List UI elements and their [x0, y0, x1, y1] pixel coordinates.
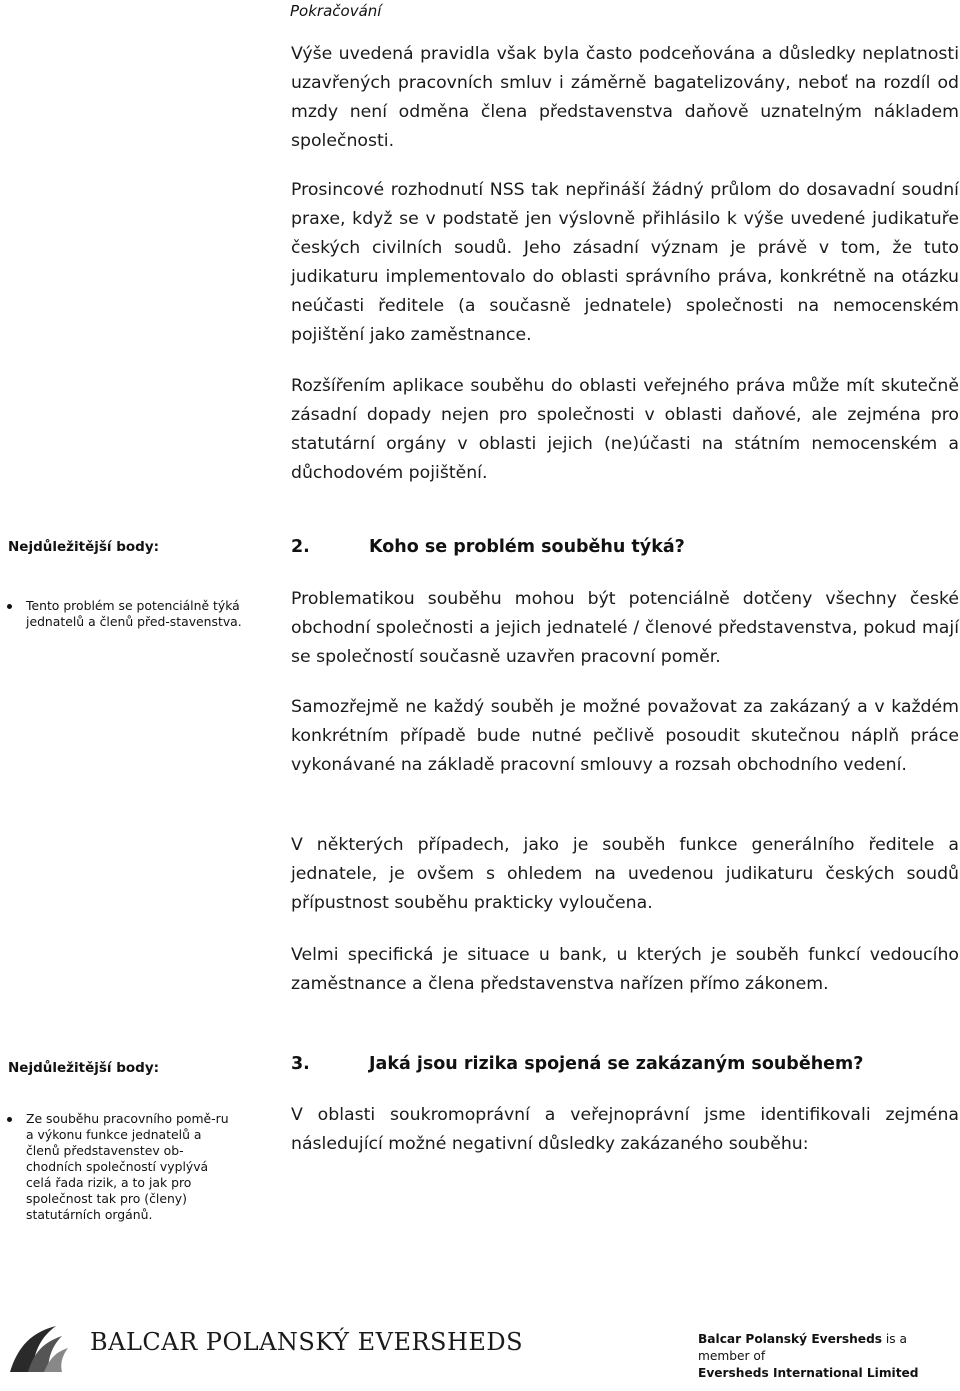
section-3-paragraph-1: V oblasti soukromoprávní a veřejnoprávní jsme identifikovali zejména následující možné negativní důsledky zakázaného souběhu: — [291, 1105, 959, 1154]
section-2-paragraph-1: Problematikou souběhu mohou být potenciálně dotčeny všechny české obchodní společnosti a jejich jednatelé / členové představenstva, pokud mají se společností současně uzavřen pracovní poměr. — [291, 589, 959, 667]
paragraph-intro-3: Rozšířením aplikace souběhu do oblasti veřejného práva může mít skutečně zásadní dopady nejen pro společnosti v oblasti daňové, ale zejména pro statutární orgány v oblasti jejich (ne)účasti na státním nemocenském a důchodovém pojištění. — [291, 376, 959, 483]
paragraph-intro-1: Výše uvedená pravidla však byla často podceňována a důsledky neplatnosti uzavřených pracovních smluv i záměrně bagatelizovány, neboť na rozdíl od mzdy není odměna člena představenstva daňově uznatelným nákladem společnosti. — [291, 44, 959, 151]
footer-firm-name: Balcar Polanský Eversheds — [698, 1332, 883, 1346]
bullet-dot-icon — [7, 1117, 12, 1122]
footer-membership — [698, 1331, 960, 1382]
sidebar-bullet-2-text: Ze souběhu pracovního pomě-ru a výkonu funkce jednatelů a členů představenstev ob-chodních společností vyplývá celá řada rizik, a to jak pro společnost tak pro (členy) statutárních orgánů. — [26, 1111, 229, 1222]
footer-member-text: is a member of — [698, 1332, 907, 1363]
section-2-paragraph-3: V některých případech, jako je souběh funkce generálního ředitele a jednatele, je ovšem s ohledem na uvedenou judikaturu českých soudů přípustnost souběhu prakticky vyloučena. — [291, 835, 959, 913]
section-3-number: 3. — [291, 1054, 310, 1074]
section-3-heading — [291, 1054, 863, 1074]
section-2-heading — [291, 537, 685, 557]
logo-swoosh-icon — [10, 1326, 68, 1372]
sidebar-heading-1: Nejdůležitější body: — [8, 539, 160, 555]
eversheds-logo — [4, 1316, 524, 1378]
paragraph-intro-2: Prosincové rozhodnutí NSS tak nepřináší žádný průlom do dosavadní soudní praxe, když se v podstatě jen výslovně přihlásilo k výše uvedené judikatuře českých civilních soudů. Jeho zásadní význam je právě v tom, že tuto judikaturu implementovalo do oblasti správního práva, konkrétně na otázku neúčasti ředitele (a současně jednatele) společnosti na nemocenském pojištění jako zaměstnance. — [291, 180, 959, 345]
sidebar-bullet-1 — [26, 598, 246, 630]
sidebar-bullet-2 — [26, 1111, 234, 1223]
sidebar-bullet-1-text: Tento problém se potenciálně týká jednatelů a členů před-stavenstva. — [26, 598, 242, 629]
bullet-dot-icon — [7, 604, 12, 609]
logo-wordmark: BALCAR POLANSKÝ EVERSHEDS — [90, 1328, 524, 1356]
section-2-number: 2. — [291, 537, 310, 557]
section-3-title: Jaká jsou rizika spojená se zakázaným souběhem? — [369, 1054, 864, 1074]
section-2-paragraph-2: Samozřejmě ne každý souběh je možné považovat za zakázaný a v každém konkrétním případě bude nutné pečlivě posoudit skutečnou náplň práce vykonávané na základě pracovní smlouvy a rozsah obchodního vedení. — [291, 697, 959, 775]
continued-label: Pokračování — [290, 2, 382, 20]
section-2-title: Koho se problém souběhu týká? — [369, 537, 685, 557]
section-2-paragraph-4: Velmi specifická je situace u bank, u kterých je souběh funkcí vedoucího zaměstnance a člena představenstva nařízen přímo zákonem. — [291, 945, 959, 994]
footer-line-1 — [698, 1331, 960, 1365]
footer-network-name: Eversheds International Limited — [698, 1366, 919, 1380]
sidebar-heading-2: Nejdůležitější body: — [8, 1060, 160, 1076]
footer-line-2 — [698, 1365, 960, 1382]
